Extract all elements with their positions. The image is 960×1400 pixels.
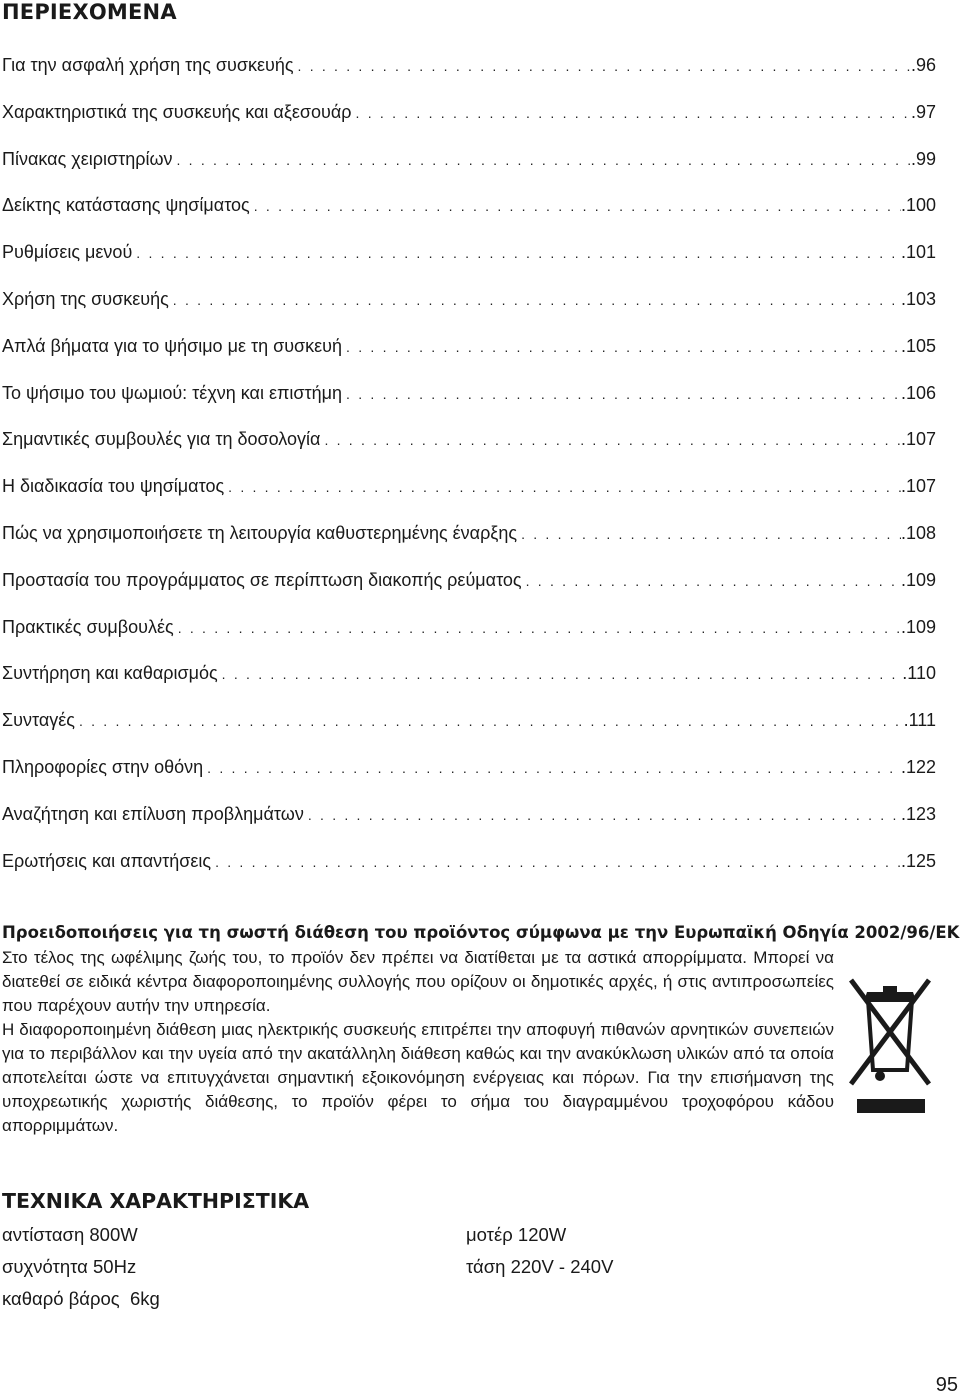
toc-entry-title: Πρακτικές συμβουλές — [2, 616, 174, 637]
toc-entry-title: Συντήρηση και καθαρισμός — [2, 663, 218, 684]
toc-page-number: .123 — [900, 803, 936, 824]
toc-page-number: .99 — [910, 148, 936, 169]
toc-page-number: .107 — [900, 476, 936, 497]
page-number: 95 — [935, 1374, 958, 1396]
toc-entry-title: Σημαντικές συμβουλές για τη δοσολογία — [2, 429, 321, 450]
dot-leader — [79, 713, 904, 729]
dot-leader — [298, 58, 911, 74]
toc-page-number: .96 — [910, 55, 936, 75]
spec-net-weight: καθαρό βάρος 6kg — [2, 1288, 160, 1309]
toc-page-number: .105 — [900, 335, 936, 356]
toc-entry-title: Δείκτης κατάστασης ψησίματος — [2, 195, 250, 216]
toc-entry — [2, 710, 936, 757]
toc-page-number: .122 — [900, 756, 936, 777]
contents-title: ΠΕΡΙΕΧΟΜΕΝΑ — [2, 0, 177, 24]
table-of-contents — [2, 55, 936, 897]
toc-entry-title: Η διαδικασία του ψησίματος — [2, 476, 225, 497]
toc-entry — [2, 523, 936, 570]
toc-entry — [2, 570, 936, 617]
toc-entry-title: Προστασία του προγράμματος σε περίπτωση διακοπής ρεύματος — [2, 569, 522, 590]
toc-page-number: .125 — [900, 850, 936, 871]
toc-page-number: .107 — [900, 429, 936, 450]
spec-motor: μοτέρ 120W — [466, 1224, 567, 1245]
toc-entry — [2, 102, 936, 149]
toc-entry — [2, 336, 936, 383]
toc-entry-title: Χαρακτηριστικά της συσκευής και αξεσουάρ — [2, 101, 352, 122]
toc-entry-title: Πώς να χρησιμοποιήσετε τη λειτουργία καθυστερημένης έναρξης — [2, 522, 518, 543]
toc-page-number: .106 — [900, 382, 936, 403]
dot-leader — [346, 339, 901, 355]
toc-entry-title: Για την ασφαλή χρήση της συσκευής — [2, 55, 294, 75]
crossed-out-wheelie-bin-icon — [845, 966, 935, 1126]
toc-page-number: .109 — [900, 569, 936, 590]
toc-entry — [2, 383, 936, 430]
toc-page-number: .103 — [900, 288, 936, 309]
toc-entry-title: Συνταγές — [2, 710, 75, 731]
toc-page-number: .108 — [900, 522, 936, 543]
dot-leader — [356, 105, 911, 121]
dot-leader — [346, 386, 901, 402]
toc-entry — [2, 289, 936, 336]
toc-page-number: .110 — [902, 663, 936, 684]
toc-entry — [2, 663, 936, 710]
toc-entry — [2, 149, 936, 196]
disposal-notice — [2, 923, 960, 1138]
toc-page-number: .97 — [910, 101, 936, 122]
disposal-paragraph-1: Στο τέλος της ωφέλιμης ζωής του, το προϊόν δεν πρέπει να διατίθεται με τα αστικά απορρίμματα. Μπορεί να διατεθεί σε ειδικά κέντρα διαφοροποιημένης συλλογής που ορίζουν οι δημοτικές αρχές, ή στις αντιπροσωπείες που παρέχουν αυτήν την υπηρεσία. — [2, 948, 834, 1015]
dot-leader — [521, 526, 901, 542]
toc-page-number: .109 — [900, 616, 936, 637]
toc-entry-title: Απλά βήματα για το ψήσιμο με τη συσκευή — [2, 335, 343, 356]
toc-entry — [2, 617, 936, 664]
disposal-paragraph-2: Η διαφοροποιημένη διάθεση μιας ηλεκτρικής συσκευής επιτρέπει την αποφυγή πιθανών αρνητικών συνεπειών για το περιβάλλον και την υγεία από την ακατάλληλη διάθεση καθώς και την ανακύκλωση υλικών από τα οποία αποτελείται ώστε να επιτυγχάνεται σημαντική εξοικονόμηση ενέργειας και πόρων. Για την επισήμανση της υποχρεωτικής χωριστής διάθεσης, το προϊόν φέρει το σήμα του διαγραμμένου τροχοφόρου κάδου απορριμμάτων. — [2, 1020, 834, 1135]
toc-page-number: .100 — [900, 195, 936, 216]
dot-leader — [254, 198, 901, 214]
spec-frequency: συχνότητα 50Hz — [2, 1256, 137, 1277]
toc-entry-title: Πληροφορίες στην οθόνη — [2, 756, 204, 777]
toc-entry-title: Πίνακας χειριστηρίων — [2, 148, 173, 169]
toc-entry — [2, 195, 936, 242]
toc-entry-title: Ερωτήσεις και απαντήσεις — [2, 850, 212, 871]
toc-entry — [2, 429, 936, 476]
dot-leader — [177, 152, 911, 168]
dot-leader — [222, 666, 903, 682]
toc-entry — [2, 55, 936, 102]
toc-entry-title: Ρυθμίσεις μενού — [2, 242, 133, 263]
toc-entry-title: Το ψήσιμο του ψωμιού: τέχνη και επιστήμη — [2, 382, 343, 403]
toc-entry — [2, 757, 936, 804]
toc-page-number: .101 — [900, 242, 936, 263]
dot-leader — [207, 760, 901, 776]
dot-leader — [173, 292, 901, 308]
dot-leader — [178, 620, 901, 636]
toc-page-number: .111 — [903, 710, 936, 731]
toc-entry — [2, 804, 936, 851]
dot-leader — [526, 573, 901, 589]
specs-title: ΤΕΧΝΙΚΑ ΧΑΡΑΚΤΗΡΙΣΤΙΚΑ — [2, 1189, 310, 1213]
dot-leader — [228, 479, 901, 495]
dot-leader — [215, 854, 901, 870]
spec-resistance: αντίσταση 800W — [2, 1224, 138, 1245]
disposal-heading: Προειδοποιήσεις για τη σωστή διάθεση του προϊόντος σύμφωνα με την Ευρωπαϊκή Οδηγία 2002/96/ΕΚ — [2, 923, 960, 942]
toc-entry — [2, 242, 936, 289]
toc-entry-title: Αναζήτηση και επίλυση προβλημάτων — [2, 803, 304, 824]
toc-entry — [2, 851, 936, 898]
spec-voltage: τάση 220V - 240V — [466, 1256, 614, 1277]
dot-leader — [308, 807, 901, 823]
toc-entry — [2, 476, 936, 523]
dot-leader — [324, 432, 901, 448]
toc-entry-title: Χρήση της συσκευής — [2, 288, 169, 309]
dot-leader — [136, 245, 901, 261]
